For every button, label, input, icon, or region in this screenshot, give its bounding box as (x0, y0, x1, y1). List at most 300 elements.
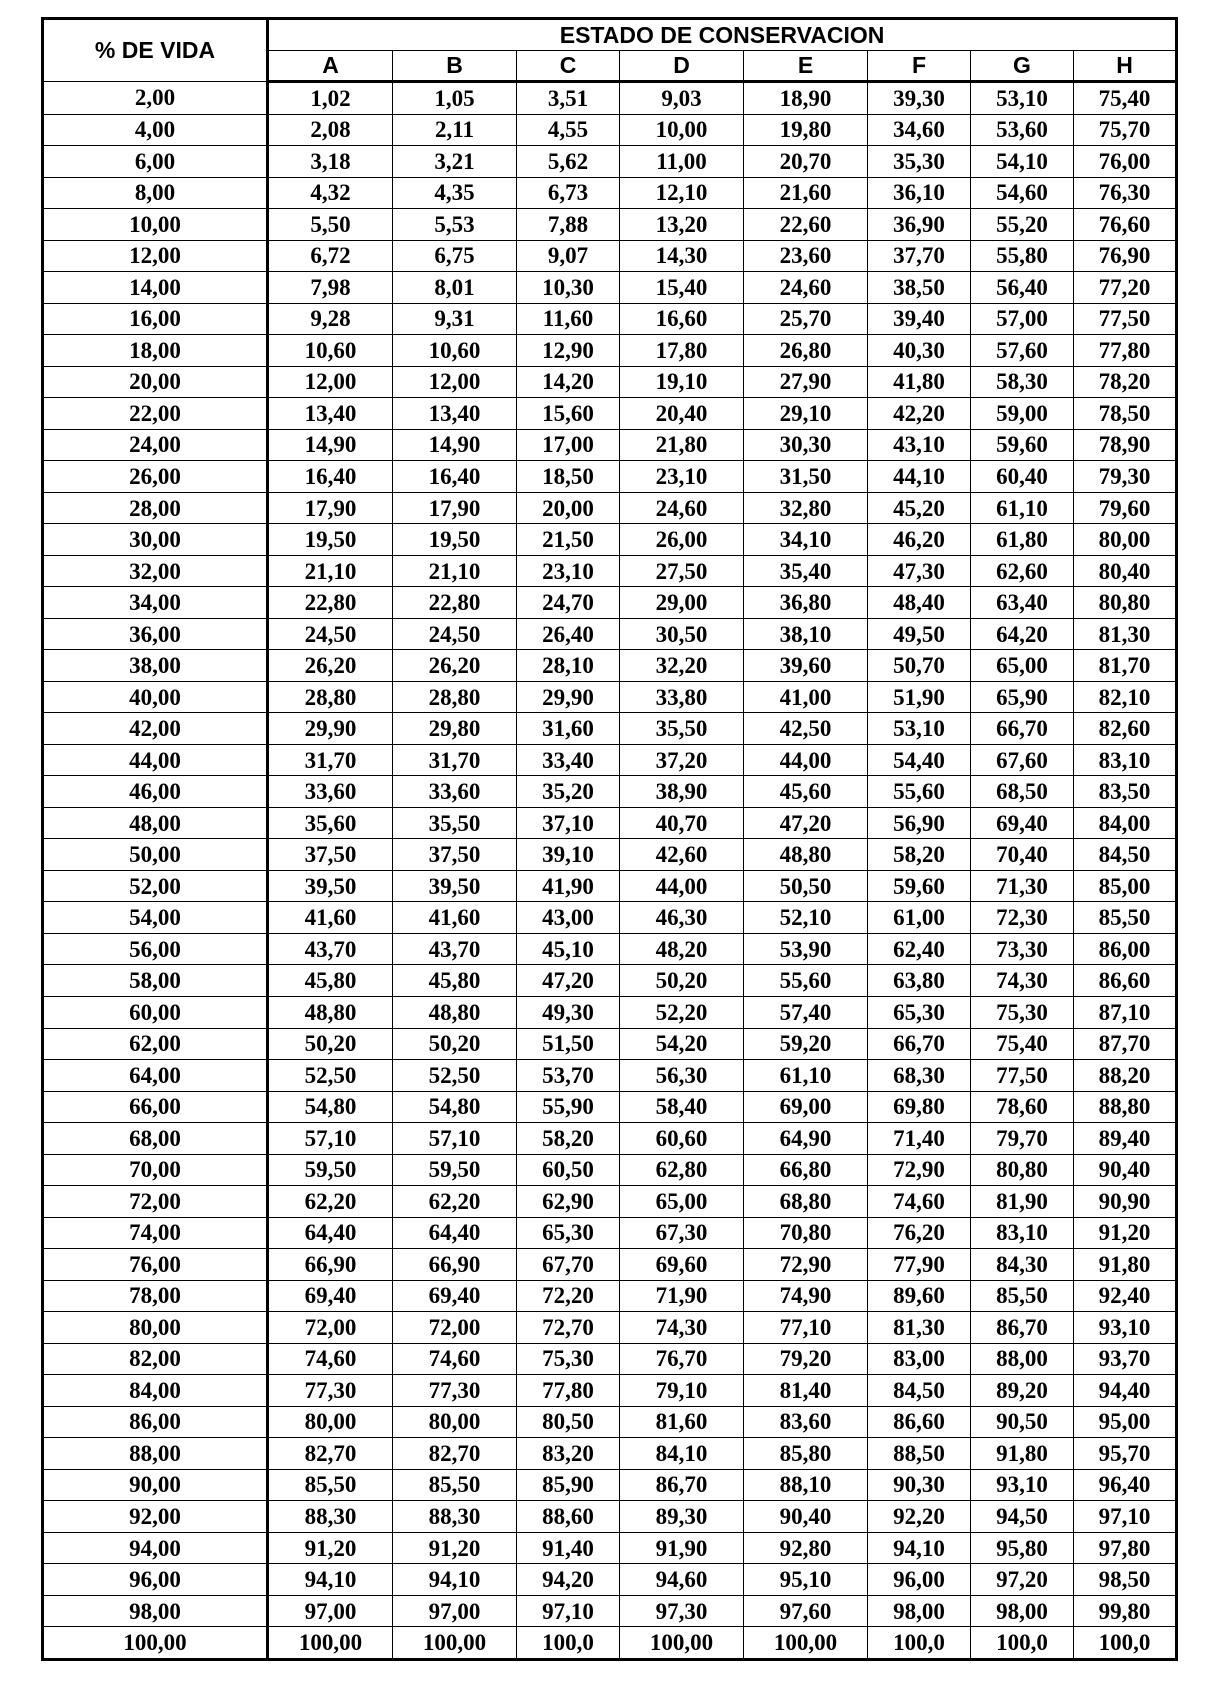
value-cell-c: 26,40 (517, 618, 620, 650)
value-cell-d: 16,60 (620, 303, 744, 335)
table-row (43, 524, 1177, 556)
value-cell-b: 41,60 (393, 902, 517, 934)
value-cell-d: 33,80 (620, 681, 744, 713)
value-cell-c: 18,50 (517, 461, 620, 493)
value-cell-a: 45,80 (268, 965, 393, 997)
value-cell-e: 25,70 (744, 303, 868, 335)
life-percent-cell: 26,00 (43, 461, 268, 493)
life-percent-cell: 86,00 (43, 1406, 268, 1438)
value-cell-g: 63,40 (971, 587, 1074, 619)
value-cell-a: 13,40 (268, 398, 393, 430)
value-cell-f: 39,40 (868, 303, 971, 335)
value-cell-e: 70,80 (744, 1217, 868, 1249)
value-cell-f: 56,90 (868, 807, 971, 839)
value-cell-c: 60,50 (517, 1154, 620, 1186)
value-cell-h: 80,40 (1074, 555, 1177, 587)
table-row (43, 461, 1177, 493)
value-cell-g: 74,30 (971, 965, 1074, 997)
table-row (43, 272, 1177, 304)
value-cell-a: 39,50 (268, 870, 393, 902)
table-row (43, 1123, 1177, 1155)
value-cell-g: 65,00 (971, 650, 1074, 682)
value-cell-d: 50,20 (620, 965, 744, 997)
value-cell-h: 84,00 (1074, 807, 1177, 839)
life-percent-cell: 68,00 (43, 1123, 268, 1155)
value-cell-b: 35,50 (393, 807, 517, 839)
value-cell-e: 64,90 (744, 1123, 868, 1155)
value-cell-b: 22,80 (393, 587, 517, 619)
table-row (43, 807, 1177, 839)
value-cell-f: 81,30 (868, 1312, 971, 1344)
column-header-h: H (1074, 51, 1177, 82)
value-cell-h: 81,70 (1074, 650, 1177, 682)
value-cell-g: 64,20 (971, 618, 1074, 650)
value-cell-d: 19,10 (620, 366, 744, 398)
value-cell-g: 61,80 (971, 524, 1074, 556)
table-row (43, 1375, 1177, 1407)
table-row (43, 1312, 1177, 1344)
value-cell-h: 82,60 (1074, 713, 1177, 745)
value-cell-b: 62,20 (393, 1186, 517, 1218)
value-cell-f: 86,60 (868, 1406, 971, 1438)
value-cell-a: 94,10 (268, 1564, 393, 1596)
value-cell-g: 66,70 (971, 713, 1074, 745)
value-cell-g: 79,70 (971, 1123, 1074, 1155)
life-percent-cell: 92,00 (43, 1501, 268, 1533)
value-cell-h: 100,0 (1074, 1627, 1177, 1660)
value-cell-f: 76,20 (868, 1217, 971, 1249)
life-percent-cell: 72,00 (43, 1186, 268, 1218)
life-percent-cell: 80,00 (43, 1312, 268, 1344)
value-cell-a: 66,90 (268, 1249, 393, 1281)
value-cell-b: 9,31 (393, 303, 517, 335)
value-cell-d: 74,30 (620, 1312, 744, 1344)
value-cell-d: 11,00 (620, 146, 744, 178)
table-row (43, 650, 1177, 682)
value-cell-f: 83,00 (868, 1343, 971, 1375)
value-cell-b: 88,30 (393, 1501, 517, 1533)
value-cell-a: 62,20 (268, 1186, 393, 1218)
value-cell-d: 40,70 (620, 807, 744, 839)
life-percent-cell: 36,00 (43, 618, 268, 650)
value-cell-f: 89,60 (868, 1280, 971, 1312)
table-row (43, 1280, 1177, 1312)
value-cell-h: 92,40 (1074, 1280, 1177, 1312)
life-percent-cell: 56,00 (43, 933, 268, 965)
value-cell-b: 72,00 (393, 1312, 517, 1344)
table-row (43, 776, 1177, 808)
value-cell-h: 91,20 (1074, 1217, 1177, 1249)
value-cell-g: 98,00 (971, 1595, 1074, 1627)
value-cell-d: 37,20 (620, 744, 744, 776)
value-cell-h: 87,10 (1074, 997, 1177, 1029)
value-cell-c: 47,20 (517, 965, 620, 997)
value-cell-b: 100,00 (393, 1627, 517, 1660)
table-row (43, 1343, 1177, 1375)
value-cell-e: 97,60 (744, 1595, 868, 1627)
value-cell-a: 21,10 (268, 555, 393, 587)
value-cell-a: 10,60 (268, 335, 393, 367)
value-cell-b: 29,80 (393, 713, 517, 745)
value-cell-g: 57,00 (971, 303, 1074, 335)
value-cell-f: 66,70 (868, 1028, 971, 1060)
value-cell-e: 47,20 (744, 807, 868, 839)
value-cell-g: 95,80 (971, 1532, 1074, 1564)
table-row (43, 965, 1177, 997)
value-cell-b: 14,90 (393, 429, 517, 461)
value-cell-d: 32,20 (620, 650, 744, 682)
value-cell-c: 72,20 (517, 1280, 620, 1312)
value-cell-f: 92,20 (868, 1501, 971, 1533)
value-cell-h: 96,40 (1074, 1469, 1177, 1501)
value-cell-c: 14,20 (517, 366, 620, 398)
value-cell-b: 16,40 (393, 461, 517, 493)
value-cell-f: 47,30 (868, 555, 971, 587)
value-cell-f: 48,40 (868, 587, 971, 619)
value-cell-d: 14,30 (620, 240, 744, 272)
value-cell-e: 95,10 (744, 1564, 868, 1596)
value-cell-c: 85,90 (517, 1469, 620, 1501)
life-percent-cell: 44,00 (43, 744, 268, 776)
value-cell-d: 35,50 (620, 713, 744, 745)
value-cell-g: 53,60 (971, 114, 1074, 146)
value-cell-c: 91,40 (517, 1532, 620, 1564)
value-cell-b: 2,11 (393, 114, 517, 146)
value-cell-e: 77,10 (744, 1312, 868, 1344)
value-cell-h: 76,60 (1074, 209, 1177, 241)
value-cell-a: 26,20 (268, 650, 393, 682)
value-cell-f: 90,30 (868, 1469, 971, 1501)
value-cell-a: 29,90 (268, 713, 393, 745)
value-cell-g: 80,80 (971, 1154, 1074, 1186)
value-cell-d: 94,60 (620, 1564, 744, 1596)
value-cell-b: 13,40 (393, 398, 517, 430)
value-cell-g: 90,50 (971, 1406, 1074, 1438)
value-cell-a: 64,40 (268, 1217, 393, 1249)
value-cell-g: 72,30 (971, 902, 1074, 934)
value-cell-e: 92,80 (744, 1532, 868, 1564)
value-cell-f: 61,00 (868, 902, 971, 934)
value-cell-e: 79,20 (744, 1343, 868, 1375)
life-percent-cell: 76,00 (43, 1249, 268, 1281)
value-cell-g: 71,30 (971, 870, 1074, 902)
value-cell-c: 58,20 (517, 1123, 620, 1155)
life-percent-cell: 88,00 (43, 1438, 268, 1470)
value-cell-b: 64,40 (393, 1217, 517, 1249)
value-cell-b: 43,70 (393, 933, 517, 965)
value-cell-h: 87,70 (1074, 1028, 1177, 1060)
value-cell-g: 55,20 (971, 209, 1074, 241)
value-cell-b: 80,00 (393, 1406, 517, 1438)
value-cell-g: 57,60 (971, 335, 1074, 367)
value-cell-h: 91,80 (1074, 1249, 1177, 1281)
value-cell-e: 35,40 (744, 555, 868, 587)
table-row (43, 335, 1177, 367)
value-cell-b: 94,10 (393, 1564, 517, 1596)
column-header-e: E (744, 51, 868, 82)
value-cell-g: 59,00 (971, 398, 1074, 430)
value-cell-h: 81,30 (1074, 618, 1177, 650)
value-cell-a: 24,50 (268, 618, 393, 650)
value-cell-c: 53,70 (517, 1060, 620, 1092)
value-cell-f: 55,60 (868, 776, 971, 808)
value-cell-h: 77,50 (1074, 303, 1177, 335)
value-cell-h: 99,80 (1074, 1595, 1177, 1627)
value-cell-h: 88,20 (1074, 1060, 1177, 1092)
value-cell-c: 15,60 (517, 398, 620, 430)
value-cell-e: 38,10 (744, 618, 868, 650)
value-cell-a: 37,50 (268, 839, 393, 871)
value-cell-e: 53,90 (744, 933, 868, 965)
value-cell-b: 31,70 (393, 744, 517, 776)
value-cell-h: 75,40 (1074, 82, 1177, 115)
value-cell-d: 67,30 (620, 1217, 744, 1249)
value-cell-d: 52,20 (620, 997, 744, 1029)
value-cell-b: 26,20 (393, 650, 517, 682)
value-cell-a: 35,60 (268, 807, 393, 839)
table-row (43, 82, 1177, 115)
value-cell-b: 24,50 (393, 618, 517, 650)
value-cell-c: 39,10 (517, 839, 620, 871)
life-percent-cell: 28,00 (43, 492, 268, 524)
value-cell-b: 52,50 (393, 1060, 517, 1092)
value-cell-d: 27,50 (620, 555, 744, 587)
life-percent-cell: 18,00 (43, 335, 268, 367)
value-cell-f: 74,60 (868, 1186, 971, 1218)
value-cell-c: 55,90 (517, 1091, 620, 1123)
table-row (43, 1249, 1177, 1281)
value-cell-e: 59,20 (744, 1028, 868, 1060)
value-cell-d: 62,80 (620, 1154, 744, 1186)
value-cell-c: 72,70 (517, 1312, 620, 1344)
value-cell-d: 84,10 (620, 1438, 744, 1470)
value-cell-c: 62,90 (517, 1186, 620, 1218)
value-cell-e: 22,60 (744, 209, 868, 241)
value-cell-b: 3,21 (393, 146, 517, 178)
value-cell-e: 69,00 (744, 1091, 868, 1123)
value-cell-h: 89,40 (1074, 1123, 1177, 1155)
table-row (43, 1564, 1177, 1596)
value-cell-e: 42,50 (744, 713, 868, 745)
value-cell-h: 78,90 (1074, 429, 1177, 461)
value-cell-b: 74,60 (393, 1343, 517, 1375)
value-cell-c: 23,10 (517, 555, 620, 587)
value-cell-h: 86,60 (1074, 965, 1177, 997)
life-percent-cell: 82,00 (43, 1343, 268, 1375)
value-cell-d: 20,40 (620, 398, 744, 430)
value-cell-a: 6,72 (268, 240, 393, 272)
value-cell-b: 28,80 (393, 681, 517, 713)
value-cell-d: 54,20 (620, 1028, 744, 1060)
value-cell-e: 32,80 (744, 492, 868, 524)
value-cell-g: 54,10 (971, 146, 1074, 178)
value-cell-e: 90,40 (744, 1501, 868, 1533)
value-cell-g: 78,60 (971, 1091, 1074, 1123)
life-percent-cell: 54,00 (43, 902, 268, 934)
value-cell-e: 61,10 (744, 1060, 868, 1092)
value-cell-c: 5,62 (517, 146, 620, 178)
table-row (43, 555, 1177, 587)
value-cell-f: 72,90 (868, 1154, 971, 1186)
value-cell-h: 77,20 (1074, 272, 1177, 304)
life-percent-cell: 98,00 (43, 1595, 268, 1627)
table-row (43, 398, 1177, 430)
column-header-f: F (868, 51, 971, 82)
value-cell-b: 82,70 (393, 1438, 517, 1470)
value-cell-b: 4,35 (393, 177, 517, 209)
value-cell-h: 76,00 (1074, 146, 1177, 178)
life-percent-cell: 20,00 (43, 366, 268, 398)
value-cell-g: 83,10 (971, 1217, 1074, 1249)
table-body (43, 82, 1177, 1660)
header-row-group (43, 19, 1177, 51)
life-percent-cell: 66,00 (43, 1091, 268, 1123)
value-cell-b: 69,40 (393, 1280, 517, 1312)
life-percent-cell: 52,00 (43, 870, 268, 902)
value-cell-f: 42,20 (868, 398, 971, 430)
value-cell-g: 85,50 (971, 1280, 1074, 1312)
value-cell-b: 12,00 (393, 366, 517, 398)
value-cell-a: 77,30 (268, 1375, 393, 1407)
life-percent-cell: 48,00 (43, 807, 268, 839)
table-row (43, 870, 1177, 902)
table-row (43, 839, 1177, 871)
value-cell-a: 59,50 (268, 1154, 393, 1186)
value-cell-b: 77,30 (393, 1375, 517, 1407)
value-cell-g: 60,40 (971, 461, 1074, 493)
column-header-g: G (971, 51, 1074, 82)
value-cell-f: 71,40 (868, 1123, 971, 1155)
life-percent-cell: 70,00 (43, 1154, 268, 1186)
value-cell-b: 8,01 (393, 272, 517, 304)
table-row (43, 1595, 1177, 1627)
value-cell-h: 97,10 (1074, 1501, 1177, 1533)
life-percent-cell: 16,00 (43, 303, 268, 335)
value-cell-e: 29,10 (744, 398, 868, 430)
value-cell-d: 100,00 (620, 1627, 744, 1660)
value-cell-e: 48,80 (744, 839, 868, 871)
value-cell-c: 9,07 (517, 240, 620, 272)
value-cell-h: 90,40 (1074, 1154, 1177, 1186)
table-row (43, 1532, 1177, 1564)
value-cell-h: 97,80 (1074, 1532, 1177, 1564)
life-percent-cell: 2,00 (43, 82, 268, 115)
value-cell-g: 75,40 (971, 1028, 1074, 1060)
value-cell-d: 65,00 (620, 1186, 744, 1218)
value-cell-h: 79,60 (1074, 492, 1177, 524)
value-cell-a: 74,60 (268, 1343, 393, 1375)
value-cell-g: 77,50 (971, 1060, 1074, 1092)
value-cell-g: 89,20 (971, 1375, 1074, 1407)
value-cell-a: 9,28 (268, 303, 393, 335)
value-cell-f: 49,50 (868, 618, 971, 650)
table-row (43, 1028, 1177, 1060)
value-cell-a: 16,40 (268, 461, 393, 493)
life-percent-cell: 62,00 (43, 1028, 268, 1060)
value-cell-h: 76,90 (1074, 240, 1177, 272)
table-row (43, 933, 1177, 965)
value-cell-e: 19,80 (744, 114, 868, 146)
value-cell-e: 57,40 (744, 997, 868, 1029)
value-cell-g: 73,30 (971, 933, 1074, 965)
value-cell-f: 88,50 (868, 1438, 971, 1470)
value-cell-a: 28,80 (268, 681, 393, 713)
value-cell-c: 29,90 (517, 681, 620, 713)
value-cell-d: 91,90 (620, 1532, 744, 1564)
table-row (43, 1154, 1177, 1186)
value-cell-d: 81,60 (620, 1406, 744, 1438)
value-cell-h: 78,50 (1074, 398, 1177, 430)
value-cell-f: 77,90 (868, 1249, 971, 1281)
value-cell-a: 97,00 (268, 1595, 393, 1627)
value-cell-e: 26,80 (744, 335, 868, 367)
life-percent-cell: 96,00 (43, 1564, 268, 1596)
value-cell-a: 100,00 (268, 1627, 393, 1660)
value-cell-a: 91,20 (268, 1532, 393, 1564)
value-cell-g: 81,90 (971, 1186, 1074, 1218)
value-cell-a: 17,90 (268, 492, 393, 524)
value-cell-h: 82,10 (1074, 681, 1177, 713)
value-cell-c: 100,0 (517, 1627, 620, 1660)
value-cell-f: 68,30 (868, 1060, 971, 1092)
value-cell-b: 37,50 (393, 839, 517, 871)
value-cell-a: 41,60 (268, 902, 393, 934)
value-cell-d: 46,30 (620, 902, 744, 934)
table-row (43, 1091, 1177, 1123)
table-row (43, 114, 1177, 146)
value-cell-c: 6,73 (517, 177, 620, 209)
life-percent-cell: 34,00 (43, 587, 268, 619)
table-row (43, 713, 1177, 745)
value-cell-d: 10,00 (620, 114, 744, 146)
life-percent-cell: 24,00 (43, 429, 268, 461)
value-cell-h: 90,90 (1074, 1186, 1177, 1218)
value-cell-e: 88,10 (744, 1469, 868, 1501)
value-cell-b: 33,60 (393, 776, 517, 808)
value-cell-e: 39,60 (744, 650, 868, 682)
value-cell-e: 20,70 (744, 146, 868, 178)
value-cell-f: 58,20 (868, 839, 971, 871)
value-cell-a: 43,70 (268, 933, 393, 965)
value-cell-c: 94,20 (517, 1564, 620, 1596)
value-cell-d: 79,10 (620, 1375, 744, 1407)
table-row (43, 1501, 1177, 1533)
value-cell-d: 30,50 (620, 618, 744, 650)
value-cell-e: 23,60 (744, 240, 868, 272)
value-cell-a: 12,00 (268, 366, 393, 398)
table-row (43, 1217, 1177, 1249)
value-cell-g: 67,60 (971, 744, 1074, 776)
value-cell-d: 89,30 (620, 1501, 744, 1533)
value-cell-e: 44,00 (744, 744, 868, 776)
table-row (43, 366, 1177, 398)
value-cell-a: 4,32 (268, 177, 393, 209)
table-row (43, 997, 1177, 1029)
value-cell-e: 81,40 (744, 1375, 868, 1407)
value-cell-g: 84,30 (971, 1249, 1074, 1281)
value-cell-f: 45,20 (868, 492, 971, 524)
value-cell-h: 78,20 (1074, 366, 1177, 398)
value-cell-g: 91,80 (971, 1438, 1074, 1470)
value-cell-b: 97,00 (393, 1595, 517, 1627)
value-cell-h: 98,50 (1074, 1564, 1177, 1596)
value-cell-b: 85,50 (393, 1469, 517, 1501)
value-cell-c: 7,88 (517, 209, 620, 241)
value-cell-f: 36,90 (868, 209, 971, 241)
table-row (43, 1438, 1177, 1470)
value-cell-c: 17,00 (517, 429, 620, 461)
value-cell-f: 46,20 (868, 524, 971, 556)
